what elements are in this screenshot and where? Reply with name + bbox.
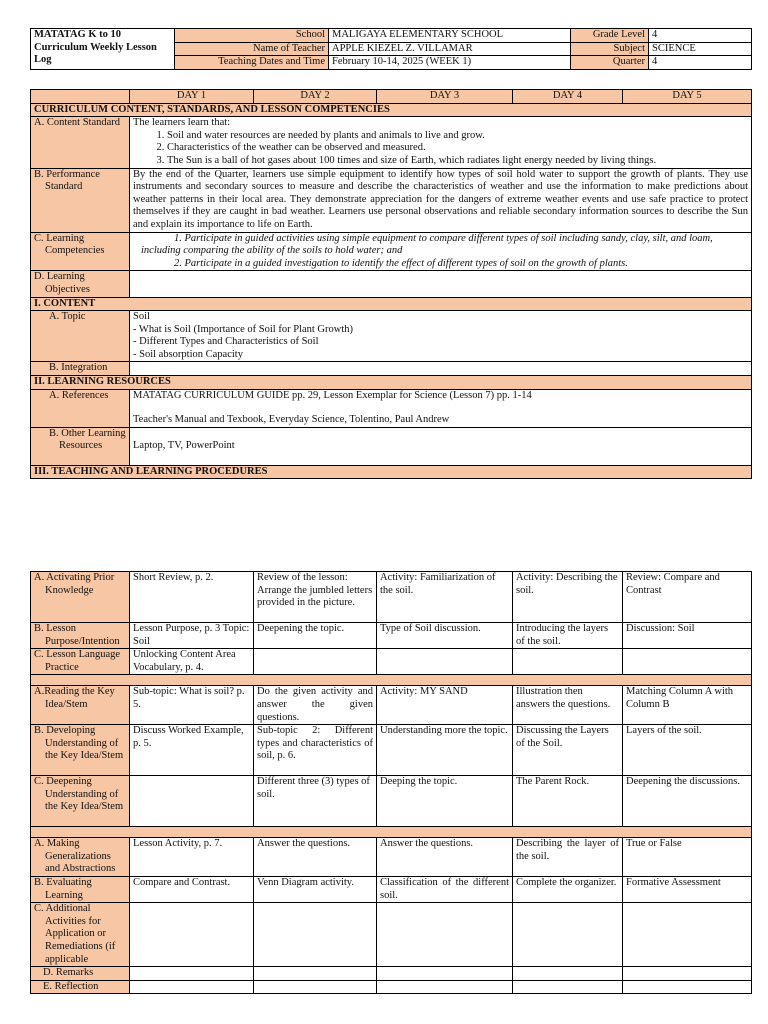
day-2-cell: Different three (3) types of soil. xyxy=(254,776,377,827)
day-5-cell xyxy=(623,903,752,967)
reflection-label: E. Reflection xyxy=(31,980,130,994)
subject-value: SCIENCE xyxy=(649,42,752,56)
day-4-cell: Illustration then answers the questions. xyxy=(513,686,623,725)
day-3-cell: Type of Soil discussion. xyxy=(377,623,513,649)
day-4-header: DAY 4 xyxy=(513,90,623,104)
quarter-value: 4 xyxy=(649,56,752,70)
day-5-cell: Matching Column A with Column B xyxy=(623,686,752,725)
day-5-cell xyxy=(623,649,752,675)
competency-item-1: 1. Participate in guided activities using simple equipment to compare different types of soil including sandy, clay, silt, and loam, including comparing the ability of the soils to hold water; and xyxy=(141,232,713,257)
deepening-understanding-label: C. Deepening Understanding of the Key Idea/Stem xyxy=(31,776,130,827)
day-5-cell: True or False xyxy=(623,838,752,877)
day-1-cell: Lesson Purpose, p. 3 Topic: Soil xyxy=(130,623,254,649)
day-2-cell xyxy=(254,649,377,675)
section-procedures: III. TEACHING AND LEARNING PROCEDURES xyxy=(31,465,752,479)
group-separator xyxy=(31,827,752,838)
content-standard-item: 1. Soil and water resources are needed by plants and animals to live and grow. xyxy=(167,130,748,143)
day-3-cell: Understanding more the topic. xyxy=(377,725,513,776)
day-1-cell: Short Review, p. 2. xyxy=(130,572,254,623)
day-4-cell: Discussing the Layers of the Soil. xyxy=(513,725,623,776)
day-4-cell xyxy=(513,903,623,967)
day-5-cell: Review: Compare and Contrast xyxy=(623,572,752,623)
dates-label: Teaching Dates and Time xyxy=(175,56,329,70)
day-2-cell: Review of the lesson: Arrange the jumbled letters provided in the picture. xyxy=(254,572,377,623)
day-header-blank xyxy=(31,90,130,104)
content-standard-label: A. Content Standard xyxy=(31,117,130,168)
day-4-cell: Activity: Describing the soil. xyxy=(513,572,623,623)
day-5-cell: Deepening the discussions. xyxy=(623,776,752,827)
day-5-cell: Discussion: Soil xyxy=(623,623,752,649)
day-4-cell: The Parent Rock. xyxy=(513,776,623,827)
topic-line: - What is Soil (Importance of Soil for Plant Growth) xyxy=(133,323,353,335)
competency-item-2: 2. Participate in a guided investigation to identify the effect of different types of soil on the growth of plants. xyxy=(174,257,628,269)
school-value: MALIGAYA ELEMENTARY SCHOOL xyxy=(329,29,571,43)
procedures-table xyxy=(30,571,752,994)
day-3-cell xyxy=(377,649,513,675)
day-1-cell: Sub-topic: What is soil? p. 5. xyxy=(130,686,254,725)
integration-value xyxy=(130,362,752,376)
content-standard-list xyxy=(133,130,748,168)
day-4-cell: Describing the layer of the soil. xyxy=(513,838,623,877)
lesson-language-practice-label: C. Lesson Language Practice xyxy=(31,649,130,675)
grade-level-label: Grade Level xyxy=(571,29,649,43)
day-3-cell: Activity: Familiarization of the soil. xyxy=(377,572,513,623)
additional-activities-label: C. Additional Activities for Application or Remediations (if applicable xyxy=(31,903,130,967)
day-2-cell: Deepening the topic. xyxy=(254,623,377,649)
making-generalizations-label: A. Making Generalizations and Abstractions xyxy=(31,838,130,877)
reading-key-idea-label: A.Reading the Key Idea/Stem xyxy=(31,686,130,725)
day-1-cell: Compare and Contrast. xyxy=(130,876,254,902)
references-label: A. References xyxy=(31,389,130,427)
other-resources-value: Laptop, TV, PowerPoint xyxy=(130,427,752,465)
topic-line: - Soil absorption Capacity xyxy=(133,348,243,360)
section-content: I. CONTENT xyxy=(31,297,752,311)
day-3-header: DAY 3 xyxy=(377,90,513,104)
lesson-purpose-label: B. Lesson Purpose/Intention xyxy=(31,623,130,649)
remarks-day-1 xyxy=(130,967,254,981)
topic-label: A. Topic xyxy=(31,311,130,362)
day-5-cell: Layers of the soil. xyxy=(623,725,752,776)
reflection-day-1 xyxy=(130,980,254,994)
day-1-cell xyxy=(130,776,254,827)
teacher-value: APPLE KIEZEL Z. VILLAMAR xyxy=(329,42,571,56)
references-line-2: Teacher's Manual and Texbook, Everyday Science, Tolentino, Paul Andrew xyxy=(133,414,450,426)
activating-prior-knowledge-label: A. Activating Prior Knowledge xyxy=(31,572,130,623)
day-3-cell xyxy=(377,903,513,967)
learning-objectives-value xyxy=(130,271,752,297)
learning-competencies-cell xyxy=(130,232,752,271)
reflection-day-5 xyxy=(623,980,752,994)
subject-label: Subject xyxy=(571,42,649,56)
evaluating-learning-label: B. Evaluating Learning xyxy=(31,876,130,902)
group-separator xyxy=(31,675,752,686)
day-1-cell: Discuss Worked Example, p. 5. xyxy=(130,725,254,776)
content-standard-cell xyxy=(130,117,752,168)
developing-understanding-label: B. Developing Understanding of the Key Idea/Stem xyxy=(31,725,130,776)
day-2-cell: Sub-topic 2: Different types and characteristics of soil, p. 6. xyxy=(254,725,377,776)
section-resources: II. LEARNING RESOURCES xyxy=(31,376,752,390)
day-3-cell: Answer the questions. xyxy=(377,838,513,877)
performance-standard-text: By the end of the Quarter, learners use simple equipment to identify how types of soil hold water to support the growth of plants. They use instruments and secondary sources to measure and describe the characteristics of weather and use the information to make predictions about weather patterns in their local area. They demonstrate appreciation for the dangers of extreme weather events and use safe practice to protect themselves if they are caught in bad weather. Learners use personal observations and reliable secondary information sources to describe the Sun and explain its importance to life on Earth. xyxy=(130,168,752,232)
day-1-cell xyxy=(130,903,254,967)
other-resources-label: B. Other Learning Resources xyxy=(31,427,130,465)
day-5-header: DAY 5 xyxy=(623,90,752,104)
grade-level-value: 4 xyxy=(649,29,752,43)
day-5-cell: Formative Assessment xyxy=(623,876,752,902)
topic-cell xyxy=(130,311,752,362)
reflection-day-3 xyxy=(377,980,513,994)
dates-value: February 10-14, 2025 (WEEK 1) xyxy=(329,56,571,70)
school-label: School xyxy=(175,29,329,43)
performance-standard-label: B. Performance Standard xyxy=(31,168,130,232)
reflection-day-2 xyxy=(254,980,377,994)
references-line-1: MATATAG CURRICULUM GUIDE pp. 29, Lesson Exemplar for Science (Lesson 7) pp. 1-14 xyxy=(133,389,532,401)
quarter-label: Quarter xyxy=(571,56,649,70)
day-3-cell: Activity: MY SAND xyxy=(377,686,513,725)
content-standard-intro: The learners learn that: xyxy=(133,117,231,129)
topic-line: Soil xyxy=(133,311,150,323)
day-2-cell xyxy=(254,903,377,967)
learning-competencies-label: C. Learning Competencies xyxy=(31,232,130,271)
section-curriculum: CURRICULUM CONTENT, STANDARDS, AND LESSON COMPETENCIES xyxy=(31,103,752,117)
content-standard-item: 3. The Sun is a ball of hot gases about 100 times and size of Earth, which radiates light energy needed by living things. xyxy=(167,155,748,168)
day-2-cell: Do the given activity and answer the given questions. xyxy=(254,686,377,725)
references-cell xyxy=(130,389,752,427)
topic-line: - Different Types and Characteristics of Soil xyxy=(133,336,319,348)
curriculum-table xyxy=(30,89,752,479)
day-2-cell: Venn Diagram activity. xyxy=(254,876,377,902)
day-1-cell: Lesson Activity, p. 7. xyxy=(130,838,254,877)
header-table xyxy=(30,28,752,70)
remarks-label: D. Remarks xyxy=(31,967,130,981)
day-4-cell xyxy=(513,649,623,675)
remarks-day-3 xyxy=(377,967,513,981)
remarks-day-2 xyxy=(254,967,377,981)
day-1-header: DAY 1 xyxy=(130,90,254,104)
remarks-day-4 xyxy=(513,967,623,981)
day-2-header: DAY 2 xyxy=(254,90,377,104)
learning-objectives-label: D. Learning Objectives xyxy=(31,271,130,297)
day-4-cell: Introducing the layers of the soil. xyxy=(513,623,623,649)
day-3-cell: Deeping the topic. xyxy=(377,776,513,827)
reflection-day-4 xyxy=(513,980,623,994)
content-standard-item: 2. Characteristics of the weather can be observed and measured. xyxy=(167,142,748,155)
day-1-cell: Unlocking Content Area Vocabulary, p. 4. xyxy=(130,649,254,675)
day-4-cell: Complete the organizer. xyxy=(513,876,623,902)
lesson-log-title: MATATAG K to 10 Curriculum Weekly Lesson Log xyxy=(31,29,175,70)
day-3-cell: Classification of the different soil. xyxy=(377,876,513,902)
integration-label: B. Integration xyxy=(31,362,130,376)
remarks-day-5 xyxy=(623,967,752,981)
teacher-label: Name of Teacher xyxy=(175,42,329,56)
day-2-cell: Answer the questions. xyxy=(254,838,377,877)
